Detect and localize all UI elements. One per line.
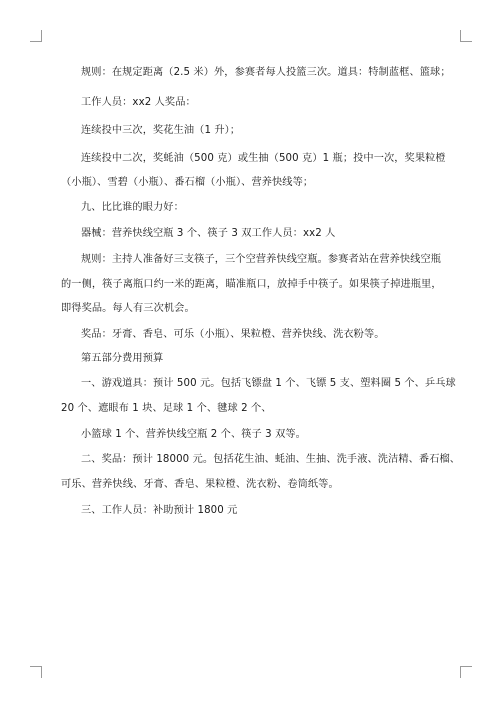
paragraph-line: 可乐、营养快线、牙膏、香皂、果粒橙、洗衣粉、卷筒纸等。 — [61, 479, 339, 490]
paragraph-line: 一、游戏道具：预计 500 元。包括飞镖盘 1 个、飞镖 5 支、塑料圈 5 个、乒乓球 — [81, 378, 456, 389]
paragraph-line: 工作人员：xx2 人奖品： — [81, 97, 196, 108]
section-heading: 九、比比谁的眼力好： — [81, 202, 184, 213]
paragraph-line: 连续投中三次，奖花生油（1 升）； — [81, 125, 241, 136]
paragraph-line: 的一侧，筷子离瓶口约一米的距离，瞄准瓶口，放掉手中筷子。如果筷子掉进瓶里， — [61, 279, 442, 290]
paragraph-line: （小瓶）、雪碧（小瓶）、番石榴（小瓶）、营养快线等； — [61, 177, 314, 188]
crop-mark-top-right — [460, 30, 472, 42]
paragraph-line: 二、奖品：预计 18000 元。包括花生油、蚝油、生抽、洗手液、洗洁精、番石榴、 — [81, 454, 461, 465]
paragraph-line: 20 个、遮眼布 1 块、足球 1 个、毽球 2 个、 — [61, 403, 272, 414]
paragraph-line: 规则：在规定距离（2.5 米）外，参赛者每人投篮三次。道具：特制蓝框、篮球； — [81, 67, 451, 78]
paragraph-line: 规则：主持人准备好三支筷子，三个空营养快线空瓶。参赛者站在营养快线空瓶 — [81, 254, 442, 265]
crop-mark-bottom-right — [460, 666, 472, 678]
crop-mark-top-left — [30, 30, 42, 42]
paragraph-line: 即得奖品。每人有三次机会。 — [61, 303, 195, 314]
paragraph-line: 小篮球 1 个、营养快线空瓶 2 个、筷子 3 双等。 — [81, 429, 306, 440]
paragraph-line: 连续投中二次，奖蚝油（500 克）或生抽（500 克）1 瓶；投中一次，奖果粒橙 — [81, 153, 446, 164]
crop-mark-bottom-left — [30, 666, 42, 678]
paragraph-line: 器械：营养快线空瓶 3 个、筷子 3 双工作人员：xx2 人 — [81, 228, 336, 239]
paragraph-line: 奖品：牙膏、香皂、可乐（小瓶）、果粒橙、营养快线、洗衣粉等。 — [81, 329, 385, 340]
section-heading: 第五部分费用预算 — [81, 353, 164, 364]
paragraph-line: 三、工作人员：补助预计 1800 元 — [81, 505, 238, 516]
